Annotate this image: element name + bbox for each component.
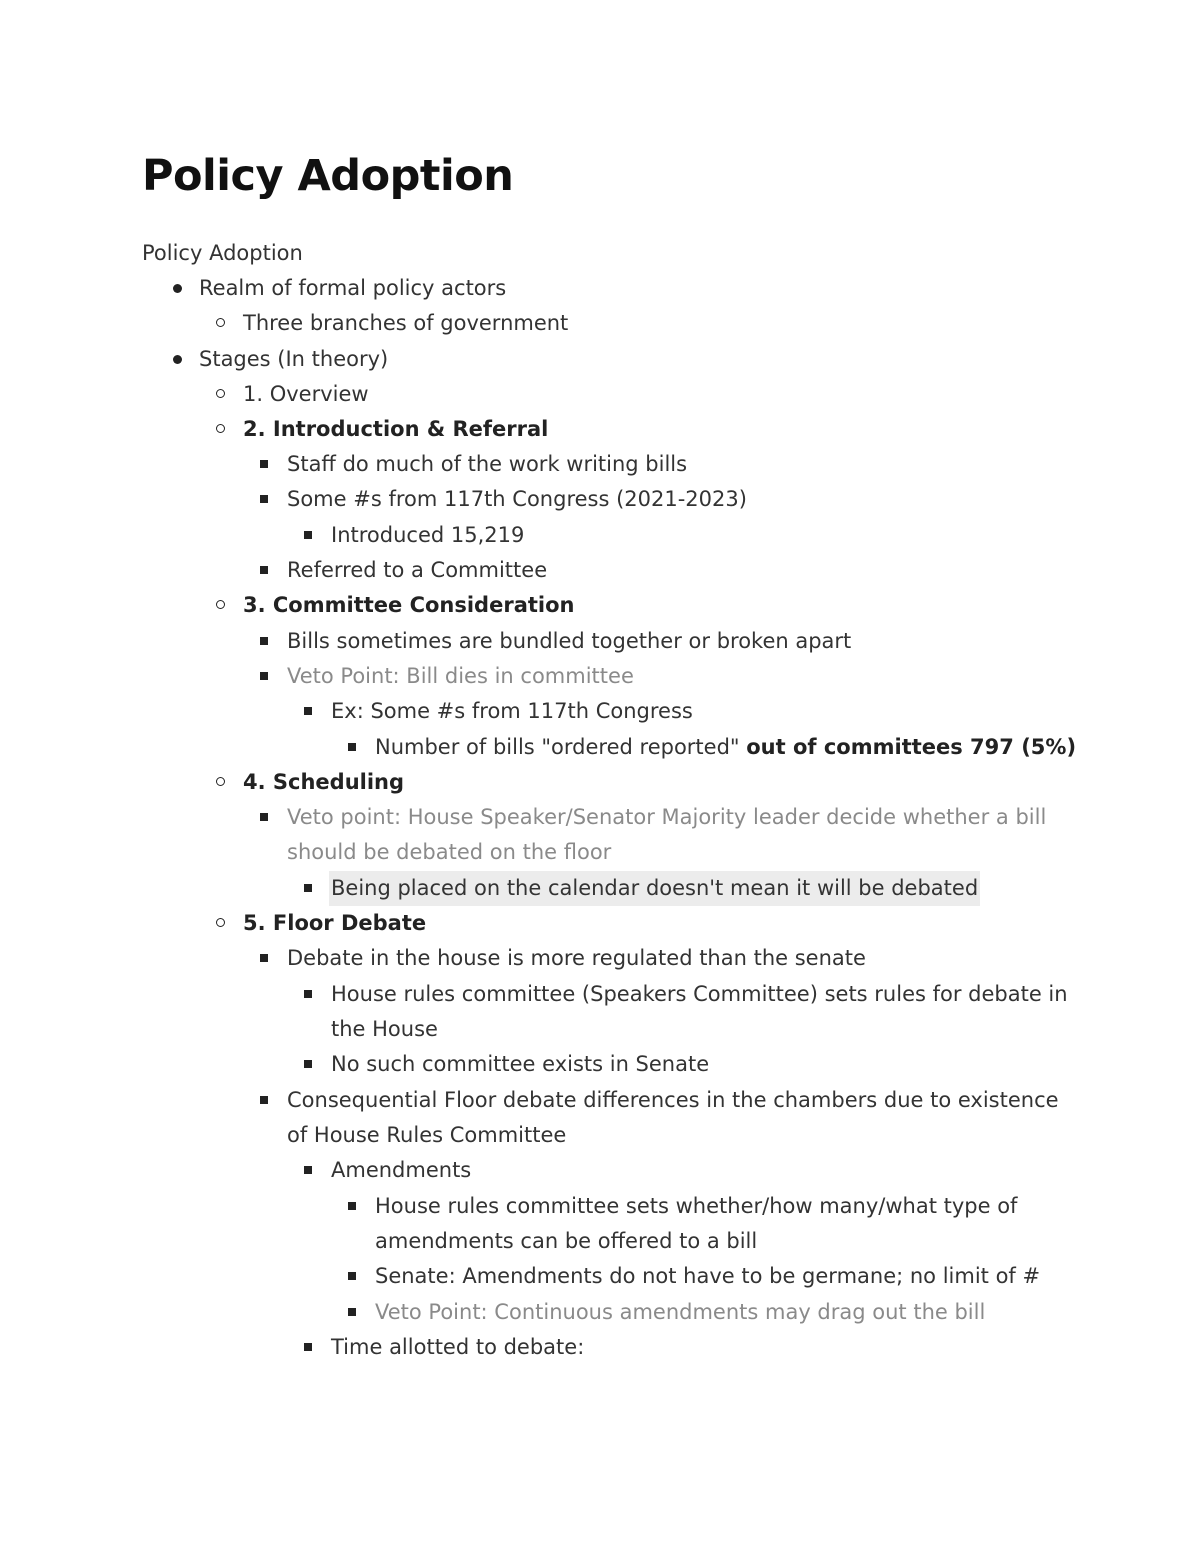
outline-text: 1. Overview: [243, 382, 369, 406]
outline-text: Consequential Floor debate differences in the chambers due to existence: [287, 1088, 1059, 1112]
outline-text: No such committee exists in Senate: [331, 1052, 710, 1076]
page-title: Policy Adoption: [142, 151, 514, 201]
outline-text: Stages (In theory): [199, 347, 389, 371]
outline-text: the House: [331, 1017, 438, 1041]
square-bullet-icon: [260, 566, 268, 574]
circle-bullet-icon: [216, 600, 225, 609]
square-bullet-icon: [260, 813, 268, 821]
square-bullet-icon: [260, 637, 268, 645]
outline-text: Debate in the house is more regulated than the senate: [287, 946, 866, 970]
line-bold-text: out of committees 797 (5%): [746, 735, 1077, 759]
outline-text: Amendments: [331, 1158, 472, 1182]
outline-text: 3. Committee Consideration: [243, 593, 575, 617]
square-bullet-icon: [348, 743, 356, 751]
square-bullet-icon: [304, 1166, 312, 1174]
outline-text: Ex: Some #s from 117th Congress: [331, 699, 693, 723]
outline-text: Realm of formal policy actors: [199, 276, 507, 300]
outline-text: of House Rules Committee: [287, 1123, 567, 1147]
circle-bullet-icon: [216, 424, 225, 433]
outline-text: should be debated on the floor: [287, 840, 612, 864]
outline-text: 2. Introduction & Referral: [243, 417, 549, 441]
outline-text: House rules committee (Speakers Committee) sets rules for debate in: [331, 982, 1068, 1006]
circle-bullet-icon: [216, 389, 225, 398]
square-bullet-icon: [260, 672, 268, 680]
line-text: Number of bills "ordered reported": [375, 735, 747, 759]
outline-text: Referred to a Committee: [287, 558, 548, 582]
circle-bullet-icon: [216, 777, 225, 786]
outline-text: Policy Adoption: [142, 241, 303, 265]
square-bullet-icon: [260, 495, 268, 503]
outline-text: 5. Floor Debate: [243, 911, 427, 935]
outline-text: Senate: Amendments do not have to be germane; no limit of #: [375, 1264, 1041, 1288]
disc-bullet-icon: [173, 355, 182, 364]
outline-text: Three branches of government: [243, 311, 569, 335]
outline-text: Being placed on the calendar doesn't mean it will be debated: [329, 871, 980, 906]
circle-bullet-icon: [216, 918, 225, 927]
outline-text: Some #s from 117th Congress (2021-2023): [287, 487, 747, 511]
square-bullet-icon: [348, 1272, 356, 1280]
square-bullet-icon: [304, 990, 312, 998]
outline-text: Time allotted to debate:: [331, 1335, 585, 1359]
outline-text: Veto Point: Continuous amendments may drag out the bill: [375, 1300, 986, 1324]
outline-text: Bills sometimes are bundled together or broken apart: [287, 629, 852, 653]
outline-text: House rules committee sets whether/how many/what type of: [375, 1194, 1018, 1218]
square-bullet-icon: [304, 707, 312, 715]
outline-text: Introduced 15,219: [331, 523, 525, 547]
square-bullet-icon: [348, 1308, 356, 1316]
outline-text: Staff do much of the work writing bills: [287, 452, 688, 476]
square-bullet-icon: [260, 460, 268, 468]
square-bullet-icon: [304, 531, 312, 539]
outline-text: 4. Scheduling: [243, 770, 405, 794]
disc-bullet-icon: [173, 284, 182, 293]
square-bullet-icon: [348, 1202, 356, 1210]
square-bullet-icon: [304, 884, 312, 892]
square-bullet-icon: [304, 1343, 312, 1351]
outline-text: [375, 730, 1076, 765]
outline-text: Veto Point: Bill dies in committee: [287, 664, 634, 688]
square-bullet-icon: [304, 1060, 312, 1068]
outline-text: amendments can be offered to a bill: [375, 1229, 758, 1253]
square-bullet-icon: [260, 954, 268, 962]
square-bullet-icon: [260, 1096, 268, 1104]
outline-text: Veto point: House Speaker/Senator Majority leader decide whether a bill: [287, 805, 1047, 829]
circle-bullet-icon: [216, 318, 225, 327]
